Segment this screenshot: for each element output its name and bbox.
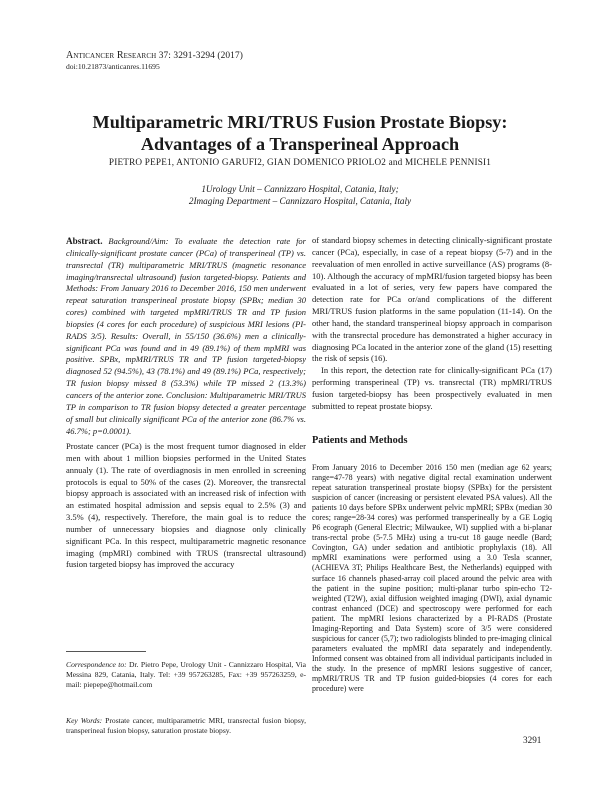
- intro-right-column: [312, 235, 552, 413]
- section-heading-methods: Patients and Methods: [312, 435, 408, 446]
- correspondence-note: [66, 660, 306, 691]
- abstract: [66, 236, 306, 437]
- title-line-2: Advantages of a Transperineal Approach: [140, 134, 460, 154]
- keywords-label: Key Words:: [66, 716, 103, 725]
- journal-name: Anticancer Research: [66, 50, 157, 61]
- abstract-text: Background/Aim: To evaluate the detection rate for clinically-significant prostate cancer (PCa) of transperineal (TP) vs. transrectal (TR) multiparametric MRI/TRUS (magnetic resonance imaging/transrectal ultrasound) fusion targeted-biopsy. Patients and Methods: From January 2016 to December 2016, 150 men underwent repeat saturation transperineal prostate biopsy (SPBx; median 30 cores) combined with targeted mpMRI/TRUS TR and TP fusion biopsies (4 cores for each procedure) of suspicious MRI lesions (PI-RADS 3/5). Results: Overall, in 55/150 (36.6%) men a clinically-significant PCa was found and in 49 (89.1%) of them mpMRI was positive. SPBx, mpMRI/TRUS TR and TP fusion targeted-biopsy diagnosed 52 (94.5%), 43 (78.1%) and 49 (89.1%) PCa, respectively; TR fusion biopsy missed 8 (53.3%) while TP missed 2 (13.3%) cancers of the anterior zone. Conclusion: Multiparametric MRI/TRUS TP in comparison to TR fusion biopsy detected a greater percentage of small but clinically significant PCa of the anterior zone (86.7% vs. 46.7%; p=0.0001).: [66, 236, 306, 436]
- affiliation-2: 2Imaging Department – Cannizzaro Hospital, Catania, Italy: [188, 196, 412, 206]
- title-line-1: Multiparametric MRI/TRUS Fusion Prostate Biopsy:: [92, 112, 508, 132]
- correspondence-text: Dr. Pietro Pepe, Urology Unit - Cannizzaro Hospital, Via Messina 829, Catania, Italy. Tel: +39 957263285, Fax: +39 957263259, e-mail: piepepe@hotmail.com: [66, 660, 307, 690]
- doi: doi:10.21873/anticanres.11695: [66, 62, 160, 71]
- article-title: [40, 111, 560, 155]
- journal-header: [66, 50, 243, 61]
- affiliation-1: 1Urology Unit – Cannizzaro Hospital, Catania, Italy;: [201, 184, 399, 194]
- affiliations: [40, 183, 560, 207]
- abstract-label: Abstract.: [66, 236, 103, 246]
- keywords-note: [66, 716, 306, 736]
- author-list: PIETRO PEPE1, ANTONIO GARUFI2, GIAN DOMENICO PRIOLO2 and MICHELE PENNISI1: [108, 157, 492, 167]
- intro-paragraph-1: of standard biopsy schemes in detecting clinically-significant prostate cancer (PCa), especially, in case of a repeat biopsy (5-7) and in the reevaluation of men enrolled in active surveillance (AS) programs (8-10). Although the accuracy of mpMRI/fusion targeted biopsy has been evaluated in a lot of series, very few papers have compared the detection rate for PCa or/and complications of the different MRI/TRUS fusion platforms in the same population (11-14). On the other hand, the standard transperineal biopsy approach in comparison with the transrectal procedure has demonstrated a higher accuracy in diagnosing PCa located in the anterior zone of the gland (15) resetting the risk of sepsis (16).: [312, 235, 552, 364]
- intro-paragraph-2: In this report, the detection rate for clinically-significant PCa (17) performing transperineal (TP) vs. transrectal (TR) mpMRI/TRUS fusion targeted-biopsy has been prospectively evaluated in men submitted to repeat prostate biopsy.: [312, 365, 552, 411]
- journal-ref: 37: 3291-3294 (2017): [156, 51, 243, 61]
- keywords-text: Prostate cancer, multiparametric MRI, transrectal fusion biopsy, transperineal fusion biopsy, saturation prostate biopsy.: [66, 716, 306, 736]
- intro-left-column: Prostate cancer (PCa) is the most frequent tumor diagnosed in elder men with about 1 million biopsies performed in the United States annualy (1). The rate of overdiagnosis in men enrolled in screening protocols is equal to 50% of the cases (2). Moreover, the transrectal biopsy approach is associated with an increased risk of infection with an estimated hospital admission and sepsis equal to 2.5% (3) and 3.5% (4), respectively. Therefore, the main goal is to reduce the number of unnecessary biopsies and diagnose only clinically significant PCa. In this respect, multiparametric magnetic resonance imaging (mpMRI) combined with TRUS (transrectal ultrasound) fusion targeted biopsy has improved the accuracy: [66, 441, 306, 570]
- page-number: 3291: [523, 735, 542, 745]
- correspondence-label: Correspondence to:: [66, 660, 127, 669]
- footnote-divider: [66, 651, 146, 652]
- methods-text: From January 2016 to December 2016 150 men (median age 62 years; range=47-78 years) with negative digital rectal examination underwent repeat saturation transperineal prostate biopsy (SPBx) for the persistent suspicion of cancer (increasing or persistent elevated PSA values). All the patients 10 days before SPBx underwent pelvic mpMRI; SPBx (median 30 cores; range=28-34 cores) was performed transperineally by a GE Logiq P6 ecograph (General Electric; Milwaukee, WI) supplied with a bi-planar trans-rectal probe (5-7.5 MHz) using a tru-cut 18 gauge needle (Bard; Covington, GA) under sedation and antibiotic prophylaxis (18). All mpMRI examinations were performed using a 3.0 Tesla scanner, (ACHIEVA 3T; Philips Healthcare Best, the Netherlands) equipped with surface 16 channels phased-array coil placed around the pelvic area with the patient in the supine position; multi-planar turbo spin-echo T2-weighted (T2W), axial diffusion weighted imaging (DWI), axial dynamic contrast enhanced (DCE) and spectroscopy were performed for each patient. The mpMRI lesions characterized by a PI-RADS (Prostate Imaging-Reporting and Data System) score of 3/5 were considered suspicious for cancer (5,7); two radiologists blinded to pre-imaging clinical parameters evaluated the mpMRI data separately and independently. Informed consent was obtained from all individual participants included in the study. In the presence of mpMRI lesions suggestive of cancer, mpMRI/TRUS TR and TP fusion guided-biopsies (4 cores for each procedure) were: [312, 463, 552, 694]
